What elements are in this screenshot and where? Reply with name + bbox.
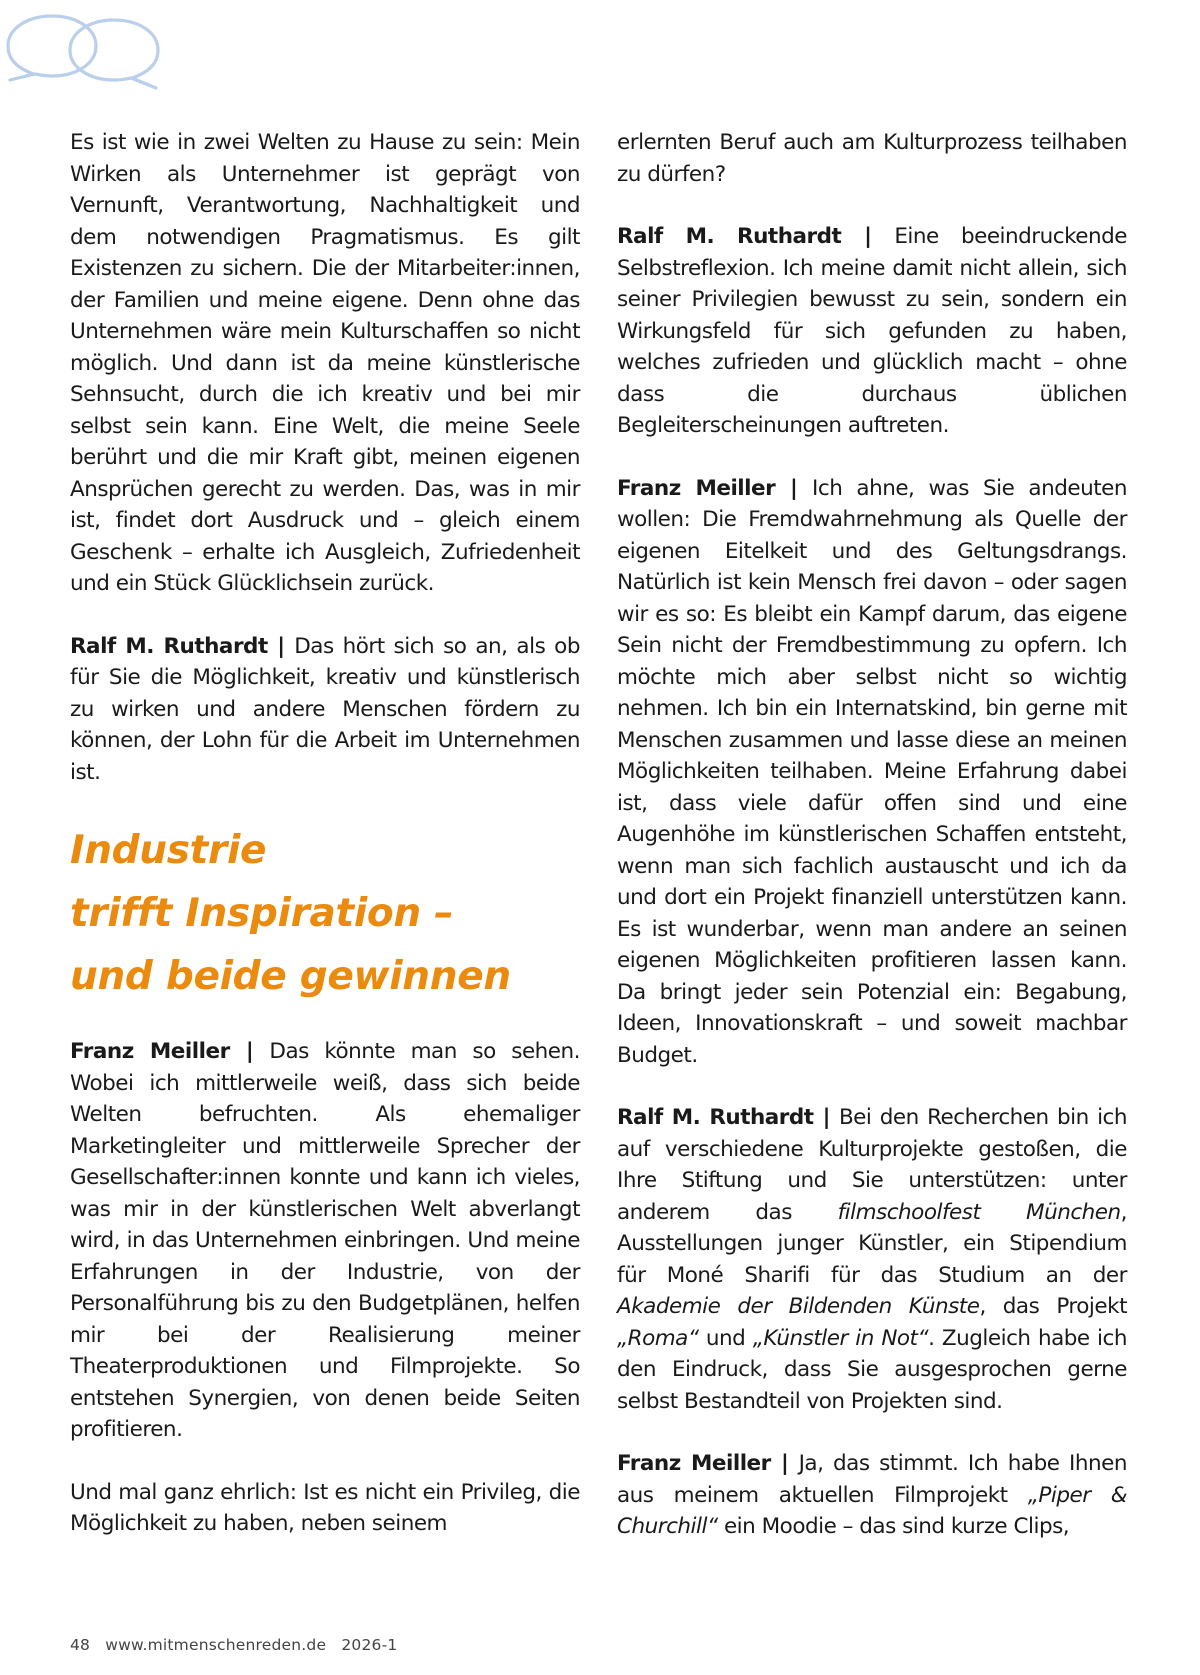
issue-number: 2026-1 [341,1636,398,1654]
paragraph-text: , Ausstellungen junger Künstler, ein Stipendium für Moné Sharifi für das Studium an der [617,1199,1127,1288]
heading-line: und beide gewinnen [70,954,511,999]
speaker-name: Ralf M. Ruthardt [617,1105,814,1130]
paragraph-text: ein Moodie – das sind kurze Clips, [717,1514,1070,1539]
speech-bubbles-icon [4,8,164,94]
speaker-name: Ralf M. Ruthardt [617,224,842,249]
paragraph-text: . Zugleich habe ich den Eindruck, dass Sie ausgesprochen gerne selbst Bestandteil von Projekten sind. [617,1325,1127,1414]
paragraph [617,1448,1127,1543]
paragraph-text: Bei den Recherchen bin ich auf verschiedene Kulturprojekte gestoßen, die Ihre Stiftung und Sie unterstützen: unter anderem das [617,1105,1127,1225]
paragraph-text: Ja, das stimmt. Ich habe Ihnen aus meinem aktuellen Filmprojekt [617,1451,1127,1508]
italic-title: „Piper & Churchill“ [617,1482,1127,1539]
speaker-separator: | [813,1105,839,1130]
paragraph-text: , das Projekt [979,1294,1128,1319]
paragraph-text: Das hört sich so an, als ob für Sie die Möglichkeit, kreativ und künstlerisch zu wirken und andere Menschen fördern zu können, der Lohn für die Arbeit im Unternehmen ist. [70,633,580,785]
page-footer [70,1636,407,1654]
paragraph [617,221,1127,442]
heading-line: Industrie [70,828,267,873]
speaker-separator: | [770,1451,799,1476]
paragraph: Und mal ganz ehrlich: Ist es nicht ein Privileg, die Möglichkeit zu haben, neben seinem [70,1479,580,1536]
right-column [617,127,1127,1574]
italic-title: Akademie der Bildenden Künste [617,1294,980,1319]
website-link[interactable]: www.mitmenschenreden.de [105,1636,327,1654]
speaker-name: Franz Meiller [617,1451,771,1476]
paragraph: erlernten Beruf auch am Kulturprozess teilhaben zu dürfen? [617,130,1127,187]
speaker-name: Franz Meiller [617,475,776,501]
speaker-separator: | [775,475,813,501]
paragraph-text: Ich ahne, was Sie andeuten wollen: Die Fremdwahrnehmung als Quelle der eigenen Eitelkeit und des Geltungsdrangs. Natürlich ist kein Mensch frei davon – oder sagen wir es so: Es bleibt ein Kampf darum, das eigene Sein nicht der Fremdbestimmung zu opfern. Ich möchte mich aber selbst nicht so wichtig nehmen. Ich bin ein Internatskind, bin gerne mit Menschen zusammen und lasse diese an meinen Möglichkeiten teilhaben. Meine Erfahrung dabei ist, dass viele dafür offen sind und eine Augenhöhe im künstlerischen Schaffen entsteht, wenn man sich fachlich austauscht und ich da und dort ein Projekt finanziell unterstützen kann. Es ist wunderbar, wenn man andere an seinen eigenen Möglichkeiten profitieren lassen kann. Da bringt jeder sein Potenzial ein: Begabung, Ideen, Innovationskraft – und soweit machbar Budget. [617,475,1128,1068]
left-column [70,127,580,1571]
speaker-separator: | [841,224,895,249]
speaker-name: Ralf M. Ruthardt [70,633,268,659]
speaker-separator: | [229,1039,270,1064]
paragraph: Es ist wie in zwei Welten zu Hause zu sein: Mein Wirken als Unternehmer ist geprägt von Vernunft, Verantwortung, Nachhaltigkeit und dem notwendigen Pragmatismus. Es gilt Existenzen zu sichern. Die der Mitarbeiter:innen, der Familien und meine eigene. Denn ohne das Unternehmen wäre mein Kulturschaffen so nicht möglich. Und dann ist da meine künstlerische Sehnsucht, durch die ich kreativ und bei mir selbst sein kann. Eine Welt, die meine Seele berührt und die mir Kraft gibt, meinen eigenen Ansprüchen gerecht zu werden. Das, was in mir ist, findet dort Ausdruck und – gleich einem Geschenk – erhalte ich Ausgleich, Zufriedenheit und ein Stück Glücklichsein zurück. [70,130,580,596]
page-number: 48 [70,1636,91,1654]
speaker-name: Franz Meiller [70,1039,230,1064]
italic-title: filmschoolfest München [837,1199,1121,1225]
paragraph [70,1036,580,1446]
section-heading [70,819,580,1008]
heading-line: trifft Inspiration – [70,891,454,936]
paragraph-text: Das könnte man so sehen. Wobei ich mittlerweile weiß, dass sich beide Welten befruchten. Als ehemaliger Marketingleiter und mittlerweile Sprecher der Gesellschafter:innen konnte und kann ich vieles, was mir in der künstlerischen Welt abverlangt wird, in das Unternehmen einbringen. Und meine Erfahrungen in der Industrie, von der Personalführung bis zu den Budgetplänen, helfen mir bei der Realisierung meiner Theaterproduktionen und Filmprojekte. So entstehen Synergien, von denen beide Seiten profitieren. [70,1039,580,1442]
paragraph [70,631,580,789]
paragraph-text: und [698,1325,753,1351]
paragraph [617,473,1127,1072]
paragraph-text: Eine beeindruckende Selbstreflexion. Ich meine damit nicht allein, sich seiner Privilegien bewusst zu sein, sondern ein Wirkungsfeld für sich gefunden zu haben, welches zufrieden und glücklich macht – ohne dass die durchaus üblichen Begleiterscheinungen auftreten. [617,224,1128,438]
speaker-separator: | [267,633,295,659]
italic-title: „Roma“ [617,1325,699,1351]
italic-title: „Künstler in Not“ [752,1325,929,1351]
paragraph [617,1102,1127,1417]
